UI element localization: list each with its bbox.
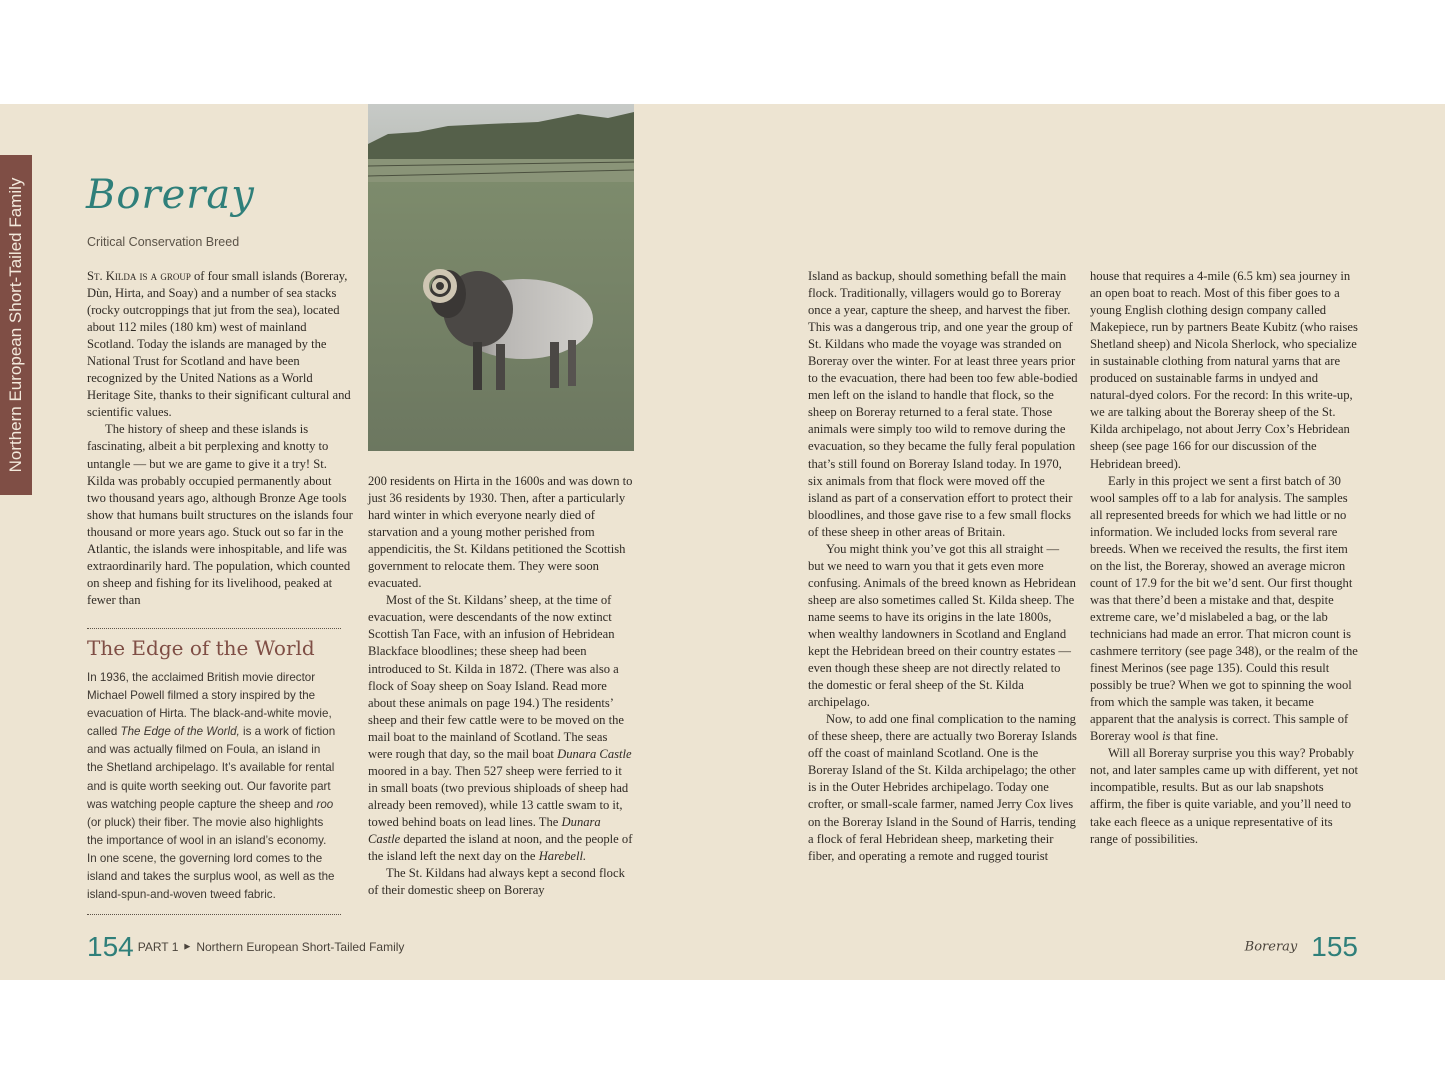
column-4: [1090, 268, 1360, 848]
ship-name: Dunara Castle: [368, 814, 601, 846]
paragraph: [368, 592, 634, 865]
paragraph: Now, to add one final complication to the naming of these sheep, there are actually two Boreray Islands off the coast of mainland Scotland. One is the Boreray Island of the St. Kilda archipelago; the other is in the Outer Hebrides archipelago. Today one crofter, or small-scale farmer, named Jerry Cox lives on the Boreray Island in the Sound of Harris, tending a flock of feral Hebridean sheep, marketing their fiber, and operating a remote and rugged tourist: [808, 712, 1077, 863]
text-run: Early in this project we sent a first batch of 30 wool samples off to a lab for analysis. The samples all represented breeds for which we had little or no information. We included locks from several rare breeds. When we received the results, the first item on the list, the Boreray, showed an average micron count of 17.9 for the bit we’d sent. Our first thought was that there’d been a mistake and that, despite extreme care, we’d mislabeled a bag, or the lab technicians had made an error. That micron count is cashmere territory (see page 348), or the realm of the finest Merinos (see page 135). Could this result possibly be true? When we got to spinning the wool from which the sample was taken, it became apparent that the analysis is correct.: [1090, 473, 1358, 727]
sidebar-text-part: In 1936, the acclaimed British movie director Michael Powell filmed a story inspired by the evacuation of Hirta. The black-and-white movie, called: [87, 671, 332, 739]
sidebar-text-part: is a work of fiction and was actually filmed on Foula, an island in the Shetland archipelago. It’s available for rental and is quite worth seeking out. Our favorite part was watching people capture the sheep and: [87, 725, 336, 811]
text-run: moored in a bay. Then 527 sheep were ferried to it in small boats (two previous shiploads of sheep had already been removed), while 13 cattle swam to it, towed behind boats on lead lines. The: [368, 763, 629, 829]
text-run: departed the island at noon, and the people of the island left the next day on the: [368, 831, 633, 864]
intro-paragraph: [87, 268, 353, 421]
ship-name: Dunara Castle: [557, 746, 632, 761]
part-label: PART 1: [137, 940, 179, 954]
emphasis: is: [1162, 729, 1171, 744]
breed-title: Boreray: [86, 172, 255, 218]
footer-right: [1245, 931, 1358, 963]
intro-text: of four small islands (Boreray, Dùn, Hirta, and Soay) and a number of sea stacks (rocky outcroppings that jut from the sea), located about 112 miles (180 km) west of mainland Scotland. Today the islands are managed by the National Trust for Scotland and have been recognized by the United Nations as a World Heritage Site, thanks to their significant cultural and scientific values.: [87, 269, 351, 420]
sidebar-text-part: (or pluck) their fiber. The movie also highlights the importance of wool in an island’s economy. In one scene, the governing lord comes to the island and takes the surplus wool, as well as the island-spun-and-woven tweed fabric.: [87, 815, 335, 902]
side-tab-label: Northern European Short-Tailed Family: [6, 177, 25, 473]
arrow-icon: ►: [182, 941, 193, 953]
page-number-left: 154: [87, 931, 134, 962]
paragraph: house that requires a 4-mile (6.5 km) sea journey in an open boat to reach. Most of this fiber goes to a young English clothing design company called Makepiece, run by partners Beate Kubitz (who raises Shetland sheep) and Nicola Sherlock, who specialize in sustainable clothing from natural yarns that are produced on sustainable farms in undyed and natural-dyed colors. For the record: In this write-up, we are talking about the Boreray sheep of the St. Kilda archipelago, not about Jerry Cox’s Hebridean sheep (see page 166 for our discussion of the Hebridean breed).: [1090, 269, 1358, 471]
column-3: [808, 268, 1078, 865]
lead-in-caps: St. Kilda is a group: [87, 269, 191, 283]
paragraph: 200 residents on Hirta in the 1600s and was down to just 36 residents by 1930. Then, after a particularly hard winter in which everyone nearly died of starvation and a young mother perished from appendicitis, the St. Kildans petitioned the Scottish government to relocate them. They were soon evacuated.: [368, 474, 633, 591]
sidebar-bottom-rule: [87, 914, 341, 915]
paragraph: You might think you’ve got this all straight — but we need to warn you that it gets even more confusing. Animals of the breed known as Hebridean sheep are also sometimes called St. Kilda sheep. The name seems to have its origins in the late 1800s, when wealthy landowners in Scotland and England kept the Hebridean breed on their country estates — even though these sheep are not directly related to the domestic or feral sheep of the St. Kilda archipelago.: [808, 541, 1076, 710]
paragraph: [1090, 473, 1360, 746]
section-label: Northern European Short-Tailed Family: [196, 940, 405, 954]
paragraph: The history of sheep and these islands is fascinating, albeit a bit perplexing and knotty to untangle — but we are game to give it a try! St. Kilda was probably occupied permanently about two thousand years ago, although Bronze Age tools show that humans built structures on the islands four thousand or more years ago. Stuck out so far in the Atlantic, the islands were inhospitable, and life was extraordinarily hard. The population, which counted on sheep and fishing for its livelihood, peaked at fewer than: [87, 422, 353, 607]
column-2: [368, 473, 634, 899]
sidebar-top-rule: [87, 628, 341, 629]
sidebar-text: [87, 669, 337, 904]
film-title: The Edge of the World,: [120, 725, 240, 739]
paragraph: Island as backup, should something befall the main flock. Traditionally, villagers would go to Boreray once a year, capture the sheep, and harvest the fiber. This was a dangerous trip, and one year the group of St. Kildans who made the voyage was stranded on Boreray over the winter. For at least three years prior to the evacuation, there had been too few able-bodied men left on the island to handle that flock, so the sheep on Boreray returned to a feral state. Those animals were simply too wild to remove during the evacuation, so they became the fully feral population that’s still found on Boreray Island today. In 1970, six animals from that flock were moved off the island as part of a conservation effort to protect their bloodlines, and those gave rise to a few small flocks of these sheep in other areas of Britain.: [808, 269, 1078, 539]
paragraph: The St. Kildans had always kept a second flock of their domestic sheep on Boreray: [368, 866, 625, 898]
footer-left: [87, 931, 404, 963]
term-roo: roo: [316, 797, 334, 811]
column-1: [87, 268, 353, 609]
text-run: that fine.: [1173, 729, 1219, 744]
sheep-photo: [368, 104, 634, 451]
text-run: This sample of Boreray wool: [1090, 712, 1349, 744]
page-number-right: 155: [1311, 931, 1358, 962]
breed-status: Critical Conservation Breed: [87, 235, 240, 249]
running-head: Boreray: [1244, 939, 1298, 955]
text-run: Most of the St. Kildans’ sheep, at the time of evacuation, were descendants of the now extinct Scottish Tan Face, with an infusion of Hebridean Blackface bloodlines; these sheep had been introduced to St. Kilda in 1872. (There was also a flock of Soay sheep on Soay Island. Read more about these animals on page 194.) The residents’ sheep and their few cattle were to be moved on the mail boat to the mainland of Scotland. The seas were rough that day, so the mail boat: [368, 593, 624, 761]
paragraph: Will all Boreray surprise you this way? Probably not, and later samples came up with different, yet not incompatible, results. But as our lab snapshots affirm, the fiber is quite variable, and you’ll need to take each fleece as a unique representative of its range of possibilities.: [1090, 746, 1359, 846]
ship-name: Harebell.: [538, 849, 587, 864]
chapter-side-tab: [0, 155, 32, 495]
sidebar-heading: The Edge of the World: [87, 636, 315, 660]
